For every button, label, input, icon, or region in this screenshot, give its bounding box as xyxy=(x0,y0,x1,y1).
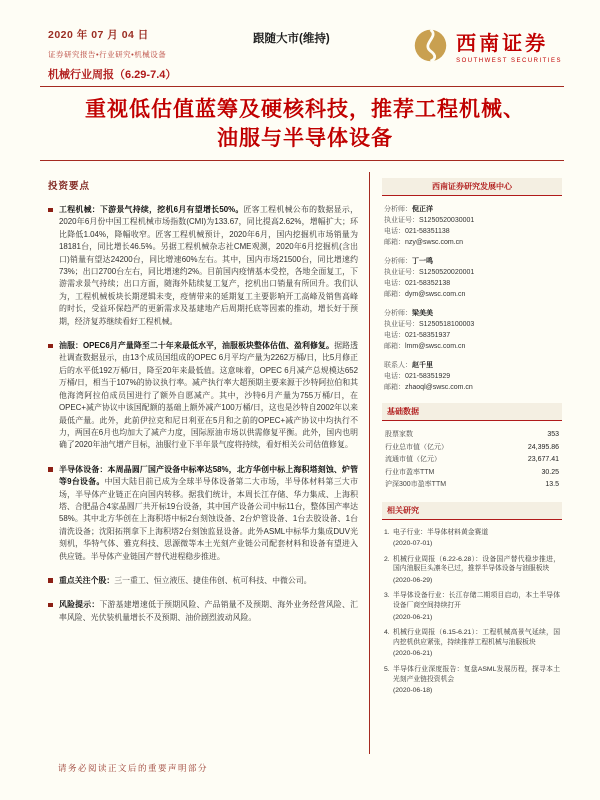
report-title xyxy=(55,95,555,153)
related-item-number: 2. xyxy=(384,555,390,563)
bullet-oil-service xyxy=(48,340,358,452)
related-item xyxy=(382,528,562,549)
mail-address: lmm@swsc.com.cn xyxy=(405,343,466,350)
mail-address: nzy@swsc.com.cn xyxy=(405,239,464,246)
contact-mail-row xyxy=(384,382,560,393)
brand-logo xyxy=(412,27,562,64)
analyst-tel-row xyxy=(384,278,560,289)
column-divider xyxy=(369,172,370,754)
swsc-logo-icon xyxy=(412,27,449,64)
section-title: 投资要点 xyxy=(48,181,91,192)
base-data-row xyxy=(382,429,562,442)
analyst-block xyxy=(382,256,562,300)
brand-name-cn: 西南证券 xyxy=(456,33,549,55)
base-data-title: 基础数据 xyxy=(382,403,562,421)
base-data-value: 353 xyxy=(547,431,559,438)
bullet-lead: 工程机械：下游景气持续，挖机6月有望增长50%。 xyxy=(59,205,244,214)
sidebar xyxy=(382,178,562,702)
related-item-title: 半导体行业深度报告：复盘ASML发展历程，探寻本土光刻产业链投资机会 xyxy=(393,666,560,684)
tel-number: 021-58352138 xyxy=(405,280,451,287)
related-item-title: 机械行业周报（6.22-6.28）：设备国产替代稳步推进，国内油服巨头凛冬已过，推荐半导体设备与油服板块 xyxy=(393,555,560,573)
analyst-cert-row xyxy=(384,267,560,278)
base-data-value: 30.25 xyxy=(541,468,559,476)
analyst-cert-row xyxy=(384,319,560,330)
mail-label: 邮箱： xyxy=(384,291,405,298)
bullet-square-icon xyxy=(48,578,53,583)
bullet-key-stocks xyxy=(48,575,358,587)
contact-name: 赵千里 xyxy=(412,362,433,369)
contact-tel-row xyxy=(384,371,560,382)
related-research-title: 相关研究 xyxy=(382,502,562,520)
report-date: 2020 年 07 月 04 日 xyxy=(48,29,149,41)
disclaimer-footer: 请务必阅读正文后的重要声明部分 xyxy=(58,763,209,773)
cert-label: 执业证号： xyxy=(384,269,419,276)
brand-text xyxy=(456,27,562,64)
tel-number: 021-58351929 xyxy=(405,373,451,380)
bullet-square-icon xyxy=(48,344,53,349)
tel-number: 021-58351937 xyxy=(405,332,451,339)
base-data-row xyxy=(382,442,562,455)
contact-block xyxy=(382,360,562,393)
tel-label: 电话： xyxy=(384,228,405,235)
bullet-lead: 半导体设备：本周晶圆厂国产设备中标率达58%，北方华创中标上海积塔刻蚀、炉管等9台设备。 xyxy=(59,464,358,487)
base-data-label: 沪深300市盈率TTM xyxy=(385,481,447,488)
related-item-number: 4. xyxy=(384,629,390,637)
analyst-cert-row xyxy=(384,215,560,226)
related-item-date: (2020-06-18) xyxy=(393,687,433,695)
base-data-label: 行业总市值（亿元） xyxy=(385,443,448,451)
related-item-date: (2020-06-21) xyxy=(393,613,433,621)
bullet-risk-warning xyxy=(48,599,358,624)
analyst-name-row xyxy=(384,308,560,319)
related-item-number: 5. xyxy=(384,666,390,674)
analyst-tel-row xyxy=(384,330,560,341)
report-title-line2: 油服与半导体设备 xyxy=(217,126,393,150)
brand-name-en: SOUTHWEST SECURITIES xyxy=(456,58,562,64)
related-item xyxy=(382,665,562,696)
related-item-title: 机械行业周报（6.15-6.21）：工程机械高景气延续，国内挖机供应紧张，持续推荐工程机械与油服板块 xyxy=(393,629,560,647)
bullet-text: 三一重工、恒立液压、捷佳伟创、杭可科技、中微公司。 xyxy=(114,575,312,585)
bullet-text: 中国大陆目前已成为全球半导体设备第二大市场，半导体材料第三大市场，半导体产业链正在向国内转移。据我们统计，本周长江存储、华力集成、上海积塔、合肥晶合4家晶圆厂共开标19台设备，其中国产设备公司中标11台，整体国产率达58%。其中北方华创在上海积塔中标2台刻蚀设备、2台炉管设备、1台去胶设备、1台清洗设备；沈阳拓荆拿下上海积塔2台刻蚀监显设备。此外ASML中标华力集成DUV光刻机，华特气体、雅克科技、思源微等本土光刻产业链公司配套材料和设备有望进入供应链。半导体产业链国产替代进程稳步推进。 xyxy=(59,477,358,561)
base-data-row xyxy=(382,467,562,480)
contact-name-row xyxy=(384,360,560,371)
analyst-role-label: 分析师： xyxy=(384,258,412,265)
base-data-value: 24,395.86 xyxy=(527,443,559,451)
header-divider xyxy=(40,86,564,87)
tel-number: 021-58351138 xyxy=(405,228,450,235)
cert-number: S1250520030001 xyxy=(419,217,475,224)
related-item-date: (2020-07-01) xyxy=(393,539,433,547)
report-category: 证券研究报告•行业研究•机械设备 xyxy=(48,50,167,59)
report-type: 机械行业周报（6.29-7.4） xyxy=(48,69,177,81)
base-data-value: 13.5 xyxy=(545,481,559,488)
analyst-name: 丁一鸣 xyxy=(412,258,433,265)
analyst-mail-row xyxy=(384,289,560,300)
related-item-number: 3. xyxy=(384,592,390,600)
base-data-row xyxy=(382,454,562,467)
analyst-mail-row xyxy=(384,341,560,352)
bullet-engineering-machinery xyxy=(48,204,358,328)
related-item-title: 电子行业：半导体材料黄金赛道 xyxy=(393,528,489,536)
report-title-line1: 重视低估值蓝筹及硬核科技，推荐工程机械、 xyxy=(85,97,525,121)
base-data-value: 23,677.41 xyxy=(527,456,559,463)
tel-label: 电话： xyxy=(384,332,405,339)
industry-rating: 跟随大市(维持) xyxy=(253,33,330,45)
base-data-label: 股票家数 xyxy=(385,431,413,438)
bullet-semiconductor-equipment xyxy=(48,464,358,563)
title-divider xyxy=(40,160,564,161)
base-data-label: 流通市值（亿元） xyxy=(385,456,441,463)
analyst-mail-row xyxy=(384,237,560,248)
base-data-label: 行业市盈率TTM xyxy=(385,468,435,476)
mail-label: 邮箱： xyxy=(384,384,405,391)
related-item-date: (2020-06-29) xyxy=(393,576,433,584)
analyst-tel-row xyxy=(384,226,560,237)
tel-label: 电话： xyxy=(384,280,405,287)
analyst-name: 倪正洋 xyxy=(412,206,433,213)
tel-label: 电话： xyxy=(384,373,405,380)
mail-label: 邮箱： xyxy=(384,343,405,350)
bullet-square-icon xyxy=(48,208,53,213)
analyst-role-label: 分析师： xyxy=(384,310,412,317)
related-item xyxy=(382,555,562,586)
bullet-text: 据路透社调查数据显示，由13个成员国组成的OPEC 6月平均产量为2262万桶/日，比5月修正后的水平低192万桶/日，降至20年来最低值。这意味着，OPEC 6月减产总规模达652万桶/日，相当于107%的协议执行率。减产执行率大超预期主要来源于沙特阿拉伯和其他海湾阿拉伯成员国进行了额外自愿减产。其中，沙特6月产量为755万桶/日，在OPEC+减产协议中该国配额的基础上额外减产100万桶/日，这也是沙特自2002年以来最低产量。此外，此前伊拉克和尼日利亚在5月和之前的OPEC+减产协议中均执行不力，两国在6月也均加大了减产力度，国际原油市场以供需修复平衡。此外，国内也明确了2020年油气增产目标，油服行业下半年景气度将持续，看好相关公司估值修复。 xyxy=(59,341,358,450)
contact-role-label: 联系人： xyxy=(384,362,412,369)
mail-label: 邮箱： xyxy=(384,239,405,246)
base-data-row xyxy=(382,479,562,492)
bullet-lead: 风险提示： xyxy=(59,600,100,610)
related-item-title: 半导体设备行业：长江存储二期项目启动，本土半导体设备厂商空间持续打开 xyxy=(393,592,560,610)
analyst-role-label: 分析师： xyxy=(384,206,412,213)
related-item xyxy=(382,628,562,659)
cert-number: S1250520020001 xyxy=(419,269,475,276)
analyst-name-row xyxy=(384,204,560,215)
cert-number: S1250518100003 xyxy=(419,321,475,328)
analyst-name: 梁美美 xyxy=(412,310,433,317)
related-item-number: 1. xyxy=(384,528,390,536)
bullet-lead: 油服：OPEC6月产量降至二十年来最低水平，油服板块整体估值、盈利修复。 xyxy=(59,341,335,351)
bullet-text: 匠客工程机械公布的数据显示，2020年6月份中国工程机械市场指数(CMI)为133.67，同比提高2.62%，增幅扩大；环比降低1.04%，降幅收窄。匠客工程机械预计，2020年6月，国内挖掘机市场销量为18181台，同比增长46.5%。另据工程机械杂志社CME观测，2020年6月挖掘机(含出口)销量有望达24200台，同比增速60%左右。其中，国内市场21500台，同比增速约73%；出口2700台左右，同比增速约2%。目前国内疫情基本受控，各地全面复工，下游需求景气持续；出口方面，随海外陆续复工复产，挖机出口销量有所回升。我们认为，工程机械板块长期逻辑未变，疫情带来的延期复工主要影响开工高峰及销售高峰的时长，受益环保趋严的更新需求及基建地产后周期托底等因素的推动，增长好于预期，经济复苏继续看好工程机械。 xyxy=(59,205,358,326)
analyst-block xyxy=(382,204,562,248)
bullet-square-icon xyxy=(48,467,53,472)
cert-label: 执业证号： xyxy=(384,321,419,328)
related-item-date: (2020-06-21) xyxy=(393,650,433,658)
mail-address: dym@swsc.com.cn xyxy=(405,291,466,298)
related-item xyxy=(382,591,562,622)
bullet-square-icon xyxy=(48,603,53,608)
mail-address: zhaoql@swsc.com.cn xyxy=(405,384,473,391)
investment-highlights xyxy=(48,178,358,636)
analyst-block xyxy=(382,308,562,352)
analyst-name-row xyxy=(384,256,560,267)
cert-label: 执业证号： xyxy=(384,217,419,224)
bullet-lead: 重点关注个股： xyxy=(59,575,115,585)
bullet-text: 下游基建增速低于预期风险、产品销量不及预期、海外业务经营风险、汇率风险、光伏装机量增长不及预期、油价剧烈波动风险。 xyxy=(59,600,358,622)
research-center-title: 西南证券研究发展中心 xyxy=(382,178,562,196)
